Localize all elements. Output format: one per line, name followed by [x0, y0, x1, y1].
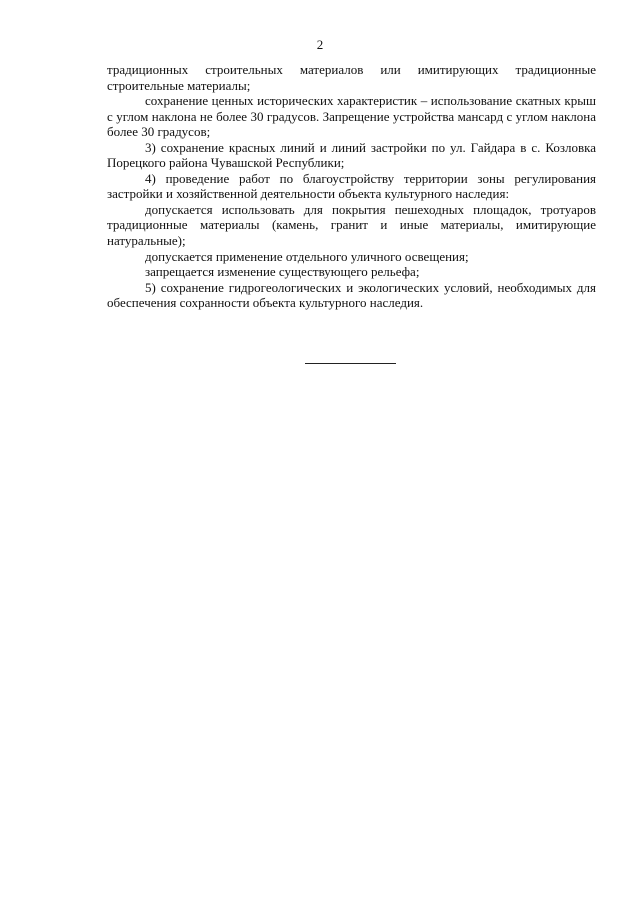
paragraph-continuation: традиционных строительных материалов или имитирующих традиционные строительные материалы; [107, 62, 596, 93]
document-body [107, 62, 596, 311]
paragraph-roof-requirements: сохранение ценных исторических характеристик – использование скатных крыш с углом наклона не более 30 градусов. Запрещение устройства мансард с углом наклона более 30 градусов; [107, 93, 596, 140]
paragraph-item-4: 4) проведение работ по благоустройству территории зоны регулирования застройки и хозяйственной деятельности объекта культурного наследия: [107, 170, 596, 202]
paragraph-relief: запрещается изменение существующего рельефа; [145, 264, 420, 280]
paragraph-street-lighting: допускается применение отдельного уличного освещения; [145, 248, 469, 264]
paragraph-item-5: 5) сохранение гидрогеологических и экологических условий, необходимых для обеспечения сохранности объекта культурного наследия. [107, 279, 596, 311]
closing-rule [305, 363, 396, 364]
paragraph-paving-materials: допускается использовать для покрытия пешеходных площадок, тротуаров традиционные материалы (камень, гранит и иные материалы, имитирующие натуральные); [107, 201, 596, 249]
page-number: 2 [316, 37, 324, 52]
paragraph-item-3: 3) сохранение красных линий и линий застройки по ул. Гайдара в с. Козловка Порецкого района Чувашской Республики; [107, 139, 596, 171]
